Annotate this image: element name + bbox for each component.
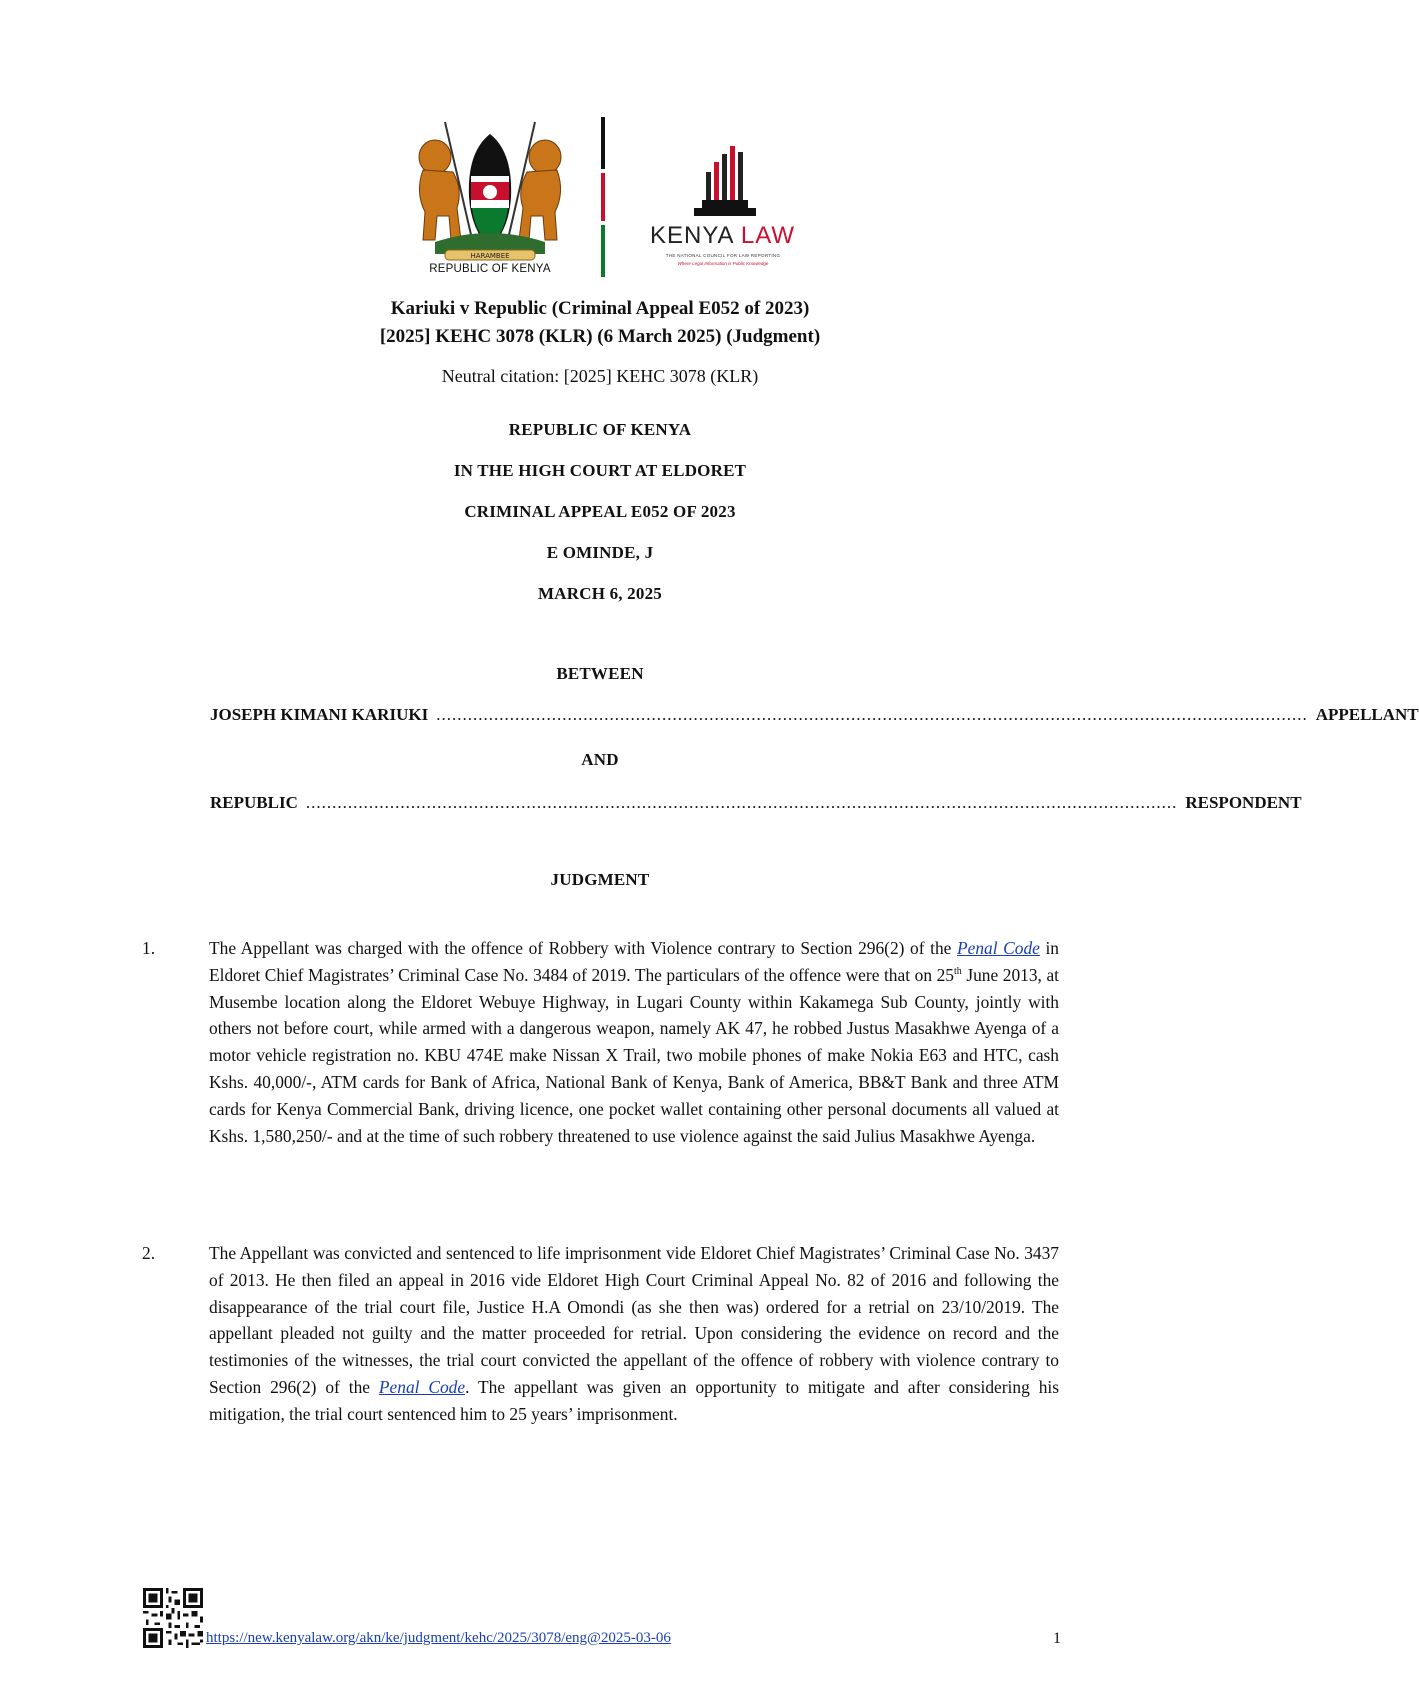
appellant-role: APPELLANT <box>1315 705 1419 724</box>
appellant-line <box>210 705 1419 725</box>
kenya-law-tagline: Where Legal Information is Public Knowledge <box>677 261 769 266</box>
paragraph-number: 1. <box>142 938 156 958</box>
paragraph-text: The Appellant was convicted and sentenced to life imprisonment vide Eldoret Chief Magistrates’ Criminal Case No. 3437 of 2013. He then filed an appeal in 2016 vide Eldoret High Court Criminal Appeal No. 82 of 2016 and following the disappearance of the trial court file, Justice H.A Omondi (as she then was) ordered for a retrial on 23/10/2019. The appellant pleaded not guilty and the matter proceeded for retrial. Upon considering the evidence on record and the testimonies of the witnesses, the trial court convicted the appellant of the offence of robbery with violence contrary to Section 296(2) of the Penal Code. The appellant was given an opportunity to mitigate and after considering his mitigation, the trial court sentenced him to 25 years’ imprisonment. <box>209 1243 1059 1424</box>
case-title-line-2: [2025] KEHC 3078 (KLR) (6 March 2025) (Judgment) <box>379 326 821 347</box>
and-heading: AND <box>581 750 619 769</box>
page-number: 1 <box>1053 1630 1061 1647</box>
appellant-name: JOSEPH KIMANI KARIUKI <box>210 705 429 724</box>
svg-text:HARAMBEE: HARAMBEE <box>470 252 510 260</box>
paragraph-text: The Appellant was charged with the offence of Robbery with Violence contrary to Section 296(2) of the Penal Code in Eldoret Chief Magistrates’ Criminal Case No. 3484 of 2019. The particulars of the offence were that on 25th June 2013, at Musembe location along the Eldoret Webuye Highway, in Lugari County within Kakamega Sub County, jointly with others not before court, while armed with a dangerous weapon, namely AK 47, he robbed Justus Masakhwe Ayenga of a motor vehicle registration no. KBU 474E make Nissan X Trail, two mobile phones of make Nokia E63 and HTC, cash Kshs. 40,000/-, ATM cards for Bank of Africa, National Bank of Kenya, Bank of America, BB&T Bank and three ATM cards for Kenya Commercial Bank, driving licence, one pocket wallet containing other personal documents all valued at Kshs. 1,580,250/- and at the time of such robbery threatened to use violence against the said Julius Masakhwe Ayenga. <box>209 938 1059 1146</box>
respondent-name: REPUBLIC <box>210 793 298 812</box>
penal-code-link[interactable]: Penal Code <box>957 938 1040 958</box>
case-title-line-1: Kariuki v Republic (Criminal Appeal E052 of 2023) <box>390 298 810 319</box>
respondent-line <box>210 793 1302 813</box>
qr-code-icon <box>143 1588 203 1648</box>
judge-heading: E OMINDE, J <box>546 543 654 562</box>
paragraph-number: 2. <box>142 1243 156 1263</box>
kenya-law-subtitle: THE NATIONAL COUNCIL FOR LAW REPORTING <box>665 253 781 258</box>
kenya-law-logo-icon <box>690 142 760 222</box>
court-heading: IN THE HIGH COURT AT ELDORET <box>453 461 747 480</box>
respondent-role: RESPONDENT <box>1185 793 1302 812</box>
neutral-citation: Neutral citation: [2025] KEHC 3078 (KLR) <box>441 366 759 386</box>
republic-heading: REPUBLIC OF KENYA <box>508 420 692 439</box>
coat-of-arms-icon <box>405 112 575 282</box>
date-heading: MARCH 6, 2025 <box>538 584 662 603</box>
header-logos <box>405 112 800 282</box>
flag-divider <box>601 117 605 277</box>
dot-leader: ...................................................................................................................................................................... <box>436 705 1308 724</box>
judgment-heading: JUDGMENT <box>550 870 650 889</box>
kenya-law-wordmark: KENYA LAW <box>649 222 796 249</box>
footer-url-link[interactable]: https://new.kenyalaw.org/akn/ke/judgment/kehc/2025/3078/eng@2025-03-06 <box>206 1630 671 1646</box>
between-heading: BETWEEN <box>556 664 644 683</box>
penal-code-link[interactable]: Penal Code <box>378 1376 466 1397</box>
coat-caption: REPUBLIC OF KENYA <box>429 263 551 275</box>
dot-leader: ...................................................................................................................................................................... <box>305 793 1178 812</box>
appeal-heading: CRIMINAL APPEAL E052 OF 2023 <box>464 502 736 521</box>
